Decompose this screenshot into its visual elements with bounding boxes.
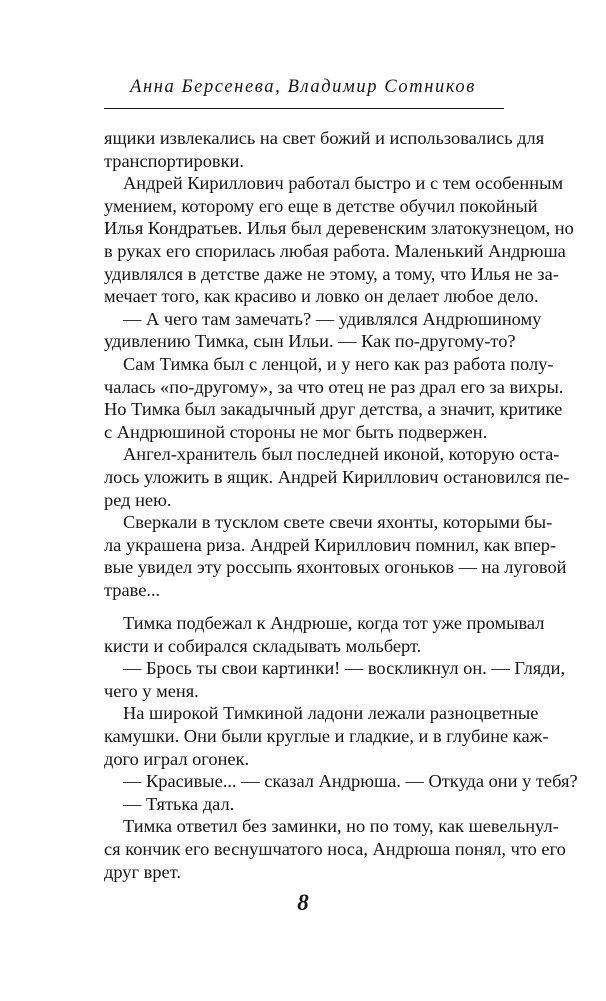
text-line: — Брось ты свои картинки! — воскликнул он. — Гляди, [123,658,566,679]
text-line: Илья Кондратьев. Илья был деревенским златокузнецом, но [104,218,574,239]
paragraph [104,815,566,883]
page-number: 8 [297,890,309,915]
running-header: Анна Берсенева, Владимир Сотников [130,77,476,97]
text-line: ящики извлекались на свет божий и использовались для [104,128,545,148]
text-line: ла украшена риза. Андрей Кириллович помнил, как впер- [104,534,557,555]
text-section-2 [104,612,578,883]
paragraph [104,793,504,816]
text-line: Тимка ответил без заминки, но по тому, как шевельнул- [123,816,559,837]
text-section-1 [104,127,574,601]
text-line: удивлению Тимка, сын Ильи. — Как по-другому-то? [104,331,516,352]
text-line: траве... [104,579,161,600]
text-line: умением, которому его еще в детстве обучил покойный [104,195,538,216]
text-line: — Тятька дал. [123,793,235,814]
text-line: чалась «по-другому», за что отец не раз драл его за вихры. [104,376,564,397]
text-line: удивлялся в детстве даже не этому, а тому, что Илья не за- [104,263,559,284]
paragraph [104,702,549,770]
text-line: ред нею. [104,489,172,510]
text-line: вые увидел эту россыпь яхонтовых огоньков — на луговой [104,557,567,578]
text-line: Ангел-хранитель был последней иконой, которую оста- [123,444,560,465]
text-line: Но Тимка был закадычный друг детства, а значит, критике [104,399,563,420]
text-line: Сверкали в тусклом свете свечи яхонты, которыми бы- [123,512,553,533]
paragraph [104,443,570,511]
text-line: На широкой Тимкиной ладони лежали разноцветные [123,703,539,724]
paragraph [104,172,574,308]
text-line: транспортировки. [104,150,244,171]
text-line: чего у меня. [104,680,199,701]
paragraph [104,770,578,793]
text-line: лось уложить в ящик. Андрей Кириллович остановился пе- [104,466,570,487]
paragraph [104,127,545,172]
paragraph [104,511,567,601]
paragraph [104,308,542,353]
text-line: Сам Тимка был с ленцой, и у него как раз работа полу- [123,353,554,374]
text-line: Тимка подбежал к Андрюше, когда тот уже промывал [123,613,545,633]
text-line: — А чего там замечать? — удивлялся Андрюшиному [123,308,542,329]
text-line: в руках его спорилась любая работа. Маленький Андрюша [104,240,566,261]
text-line: ся кончик его веснушчатого носа, Андрюша понял, что его [104,838,566,859]
text-line: камушки. Они были круглые и гладкие, и в глубине каж- [104,725,549,746]
text-line: с Андрюшиной стороны не мог быть подвержен. [104,421,488,442]
text-line: дого играл огонек. [104,748,250,769]
text-line: мечает того, как красиво и ловко он делает любое дело. [104,286,539,307]
paragraph [104,657,566,702]
text-line: друг врет. [104,861,181,882]
header-divider [104,108,504,109]
text-line: Андрей Кириллович работал быстро и с тем особенным [123,173,564,194]
paragraph [104,353,564,443]
text-line: — Красивые... — сказал Андрюша. — Откуда они у тебя? [123,771,578,792]
text-line: кисти и собирался складывать мольберт. [104,635,422,656]
paragraph [104,612,545,657]
